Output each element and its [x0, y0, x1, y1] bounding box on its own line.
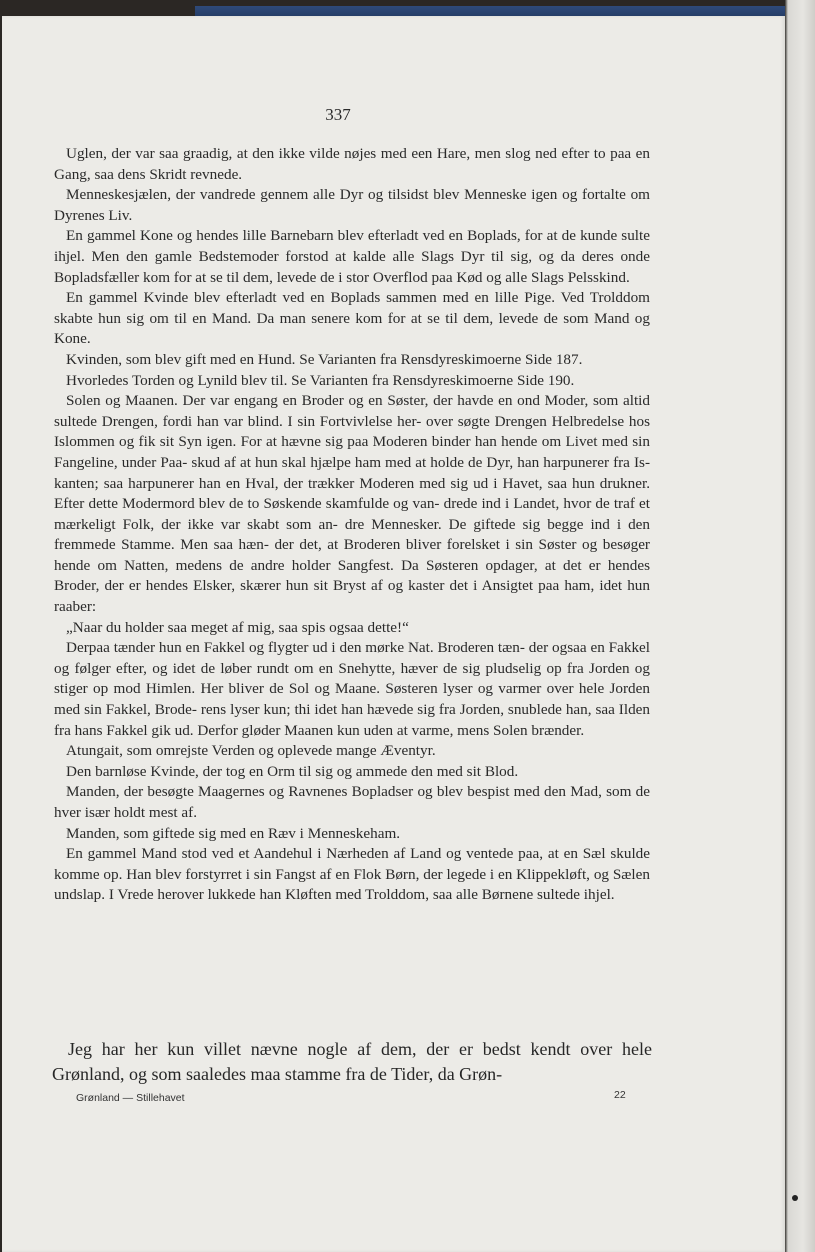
paragraph: „Naar du holder saa meget af mig, saa spis ogsaa dette!“	[66, 618, 409, 636]
paragraph: Derpaa tænder hun en Fakkel og flygter ud i den mørke Nat. Broderen tæn- der ogsaa en Fakkel og følger efter, og idet de løber rundt om en Snehytte, hæver de sig pludselig op fra Jorden og stiger op mod Himlen. Her bliver de Sol og Maane. Søsteren lyser og varmer over hele Jorden med sin Fakkel, Brode- rens lyser kun; thi idet han hævede sig fra Jorden, snublede han, saa Ilden fra hans Fakkel gik ud. Derfor gløder Maanen kun uden at varme, mens Solen brænder.	[54, 639, 650, 739]
body-text	[54, 144, 650, 906]
paragraph: Uglen, der var saa graadig, at den ikke vilde nøjes med een Hare, men slog ned efter to paa en Gang, saa dens Skridt revnede.	[54, 145, 650, 183]
paragraph: Manden, som giftede sig med en Ræv i Menneskeham.	[66, 824, 401, 842]
footer-signature-text: Grønland — Stillehavet	[76, 1092, 185, 1104]
paragraph: Den barnløse Kvinde, der tog en Orm til sig og ammede den med sit Blod.	[66, 762, 519, 780]
paper-spot	[792, 1195, 798, 1201]
paragraph: En gammel Kone og hendes lille Barnebarn blev efterladt ved en Boplads, for at de kunde sulte ihjel. Men den gamle Bedstemoder forstod at kalde alle Slags Dyr til sig, og da deres onde Bopladsfæller kom for at se til dem, levede de i stor Overflod paa Kød og alle Slags Pelsskind.	[54, 227, 650, 286]
footer-signature-number: 22	[614, 1089, 626, 1101]
book-page	[2, 16, 785, 1252]
paragraph: Atungait, som omrejste Verden og oplevede mange Æventyr.	[66, 742, 436, 760]
paragraph: Kvinden, som blev gift med en Hund. Se Varianten fra Rensdyreskimoerne Side 187.	[66, 350, 583, 368]
paragraph: Hvorledes Torden og Lynild blev til. Se Varianten fra Rensdyreskimoerne Side 190.	[66, 371, 575, 389]
paragraph: Manden, der besøgte Maagernes og Ravnenes Bopladser og blev bespist med den Mad, som de hver især holdt mest af.	[54, 783, 650, 821]
book-board-edge	[785, 0, 815, 1252]
page-number: 337	[325, 105, 351, 124]
paragraph: Solen og Maanen. Der var engang en Broder og en Søster, der havde en ond Moder, som altid sultede Drengen, fordi han var blind. I sin Fortvivlelse her- over søgte Drengen Helbredelse hos Islommen og fik sit Syn igen. For at hævne sig paa Moderen binder han hende om Livet med sin Fangeline, under Paa- skud af at hun skal hjælpe ham med at holde de Dyr, han harpunerer fra Is- kanten; saa harpunerer han en Hval, der trækker Moderen med sig ud i Havet, saa hun drukner. Efter dette Modermord blev de to Søskende skamfulde og van- drede ind i Landet, hvor de traf et mærkeligt Folk, der ikke var skabt som an- dre Mennesker. De giftede sig begge ind i den fremmede Stamme. Men saa hæn- der det, at Broderen bliver forelsket i sin Søster og besøger hende om Natten, medens de andre holder Sangfest. Da Søsteren opdager, at det er hendes Broder, der er hendes Elsker, skærer hun sit Bryst af og kaster det i Ansigtet paa ham, idet hun raaber:	[54, 392, 650, 616]
closing-text: Jeg har her kun villet nævne nogle af dem, der er bedst kendt over hele Grønland, og som saaledes maa stamme fra de Tider, da Grøn-	[52, 1039, 652, 1084]
closing-paragraph	[52, 1037, 652, 1087]
paragraph: En gammel Kvinde blev efterladt ved en Boplads sammen med en lille Pige. Ved Trolddom skabte hun sig om til en Mand. Da man senere kom for at se til dem, levede de som Mand og Kone.	[54, 289, 650, 348]
paragraph: En gammel Mand stod ved et Aandehul i Nærheden af Land og ventede paa, at en Sæl skulde komme op. Han blev forstyrret i sin Fangst af en Flok Børn, der legede i en Klippekløft, og Sælen undslap. I Vrede herover lukkede han Kløften med Trolddom, saa alle Børnene sultede ihjel.	[54, 845, 650, 904]
paragraph: Menneskesjælen, der vandrede gennem alle Dyr og tilsidst blev Menneske igen og fortalte om Dyrenes Liv.	[54, 186, 650, 224]
